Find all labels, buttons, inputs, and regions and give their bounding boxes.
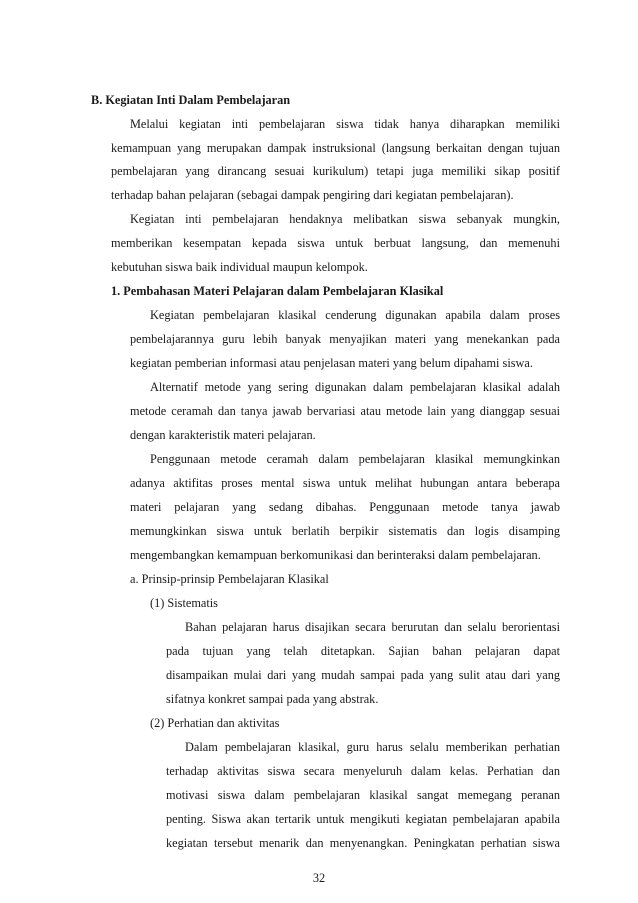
- section-b-para2-line: kebutuhan siswa baik individual maupun kelompok.: [111, 260, 368, 274]
- section-1-heading: 1. Pembahasan Materi Pelajaran dalam Pembelajaran Klasikal: [111, 284, 444, 298]
- section-1-para2-line: Alternatif metode yang sering digunakan dalam pembelajaran klasikal adalah: [150, 380, 560, 394]
- section-1-para3-line: adanya aktifitas proses mental siswa untuk melihat hubungan antara beberapa: [130, 476, 560, 490]
- section-b-para1-line: kemampuan yang merupakan dampak instruksional (langsung berkaitan dengan tujuan: [111, 141, 560, 155]
- section-1-para2-line: metode ceramah dan tanya jawab bervariasi atau metode lain yang dianggap sesuai: [130, 404, 560, 418]
- section-b-para1-line: terhadap bahan pelajaran (sebagai dampak pengiring dari kegiatan pembelajaran).: [111, 188, 514, 202]
- item-2-para-line: Dalam pembelajaran klasikal, guru harus selalu memberikan perhatian: [185, 740, 560, 754]
- section-1-para2-line: dengan karakteristik materi pelajaran.: [130, 428, 316, 442]
- section-b-para1-line: pembelajaran yang dirancang sesuai kurikulum) tetapi juga memiliki sikap positif: [111, 164, 560, 178]
- section-1-para3-line: materi pelajaran yang sedang dibahas. Penggunaan metode tanya jawab: [130, 500, 560, 514]
- item-2-heading: (2) Perhatian dan aktivitas: [150, 716, 280, 730]
- item-2-para-line: terhadap aktivitas siswa secara menyeluruh dalam kelas. Perhatian dan: [166, 764, 560, 778]
- section-1-para3-line: mengembangkan kemampuan berkomunikasi dan berinteraksi dalam pembelajaran.: [130, 548, 541, 562]
- item-1-para-line: pada tujuan yang telah ditetapkan. Sajian bahan pelajaran dapat: [166, 644, 560, 658]
- section-1-para1-line: pembelajarannya guru lebih banyak menyajikan materi yang menekankan pada: [130, 332, 560, 346]
- item-1-heading: (1) Sistematis: [150, 596, 218, 610]
- item-1-para-line: Bahan pelajaran harus disajikan secara berurutan dan selalu berorientasi: [185, 620, 560, 634]
- item-2-para-line: penting. Siswa akan tertarik untuk mengikuti kegiatan pembelajaran apabila: [166, 812, 560, 826]
- section-b-para2-line: memberikan kesempatan kepada siswa untuk berbuat langsung, dan memenuhi: [111, 236, 560, 250]
- sub-a-heading: a. Prinsip-prinsip Pembelajaran Klasikal: [130, 572, 329, 586]
- item-1-para-line: disampaikan mulai dari yang mudah sampai pada yang sulit atau dari yang: [166, 668, 560, 682]
- page-number: 32: [312, 871, 326, 885]
- section-b-heading: B. Kegiatan Inti Dalam Pembelajaran: [91, 93, 291, 107]
- item-1-para-line: sifatnya konkret sampai pada yang abstrak.: [166, 692, 379, 706]
- section-1-para1-line: Kegiatan pembelajaran klasikal cenderung digunakan apabila dalam proses: [150, 308, 560, 322]
- section-1-para1-line: kegiatan pemberian informasi atau penjelasan materi yang belum dipahami siswa.: [130, 356, 533, 370]
- section-1-para3-line: Penggunaan metode ceramah dalam pembelajaran klasikal memungkinkan: [150, 452, 560, 466]
- item-2-para-line: kegiatan tersebut menarik dan menyenangkan. Peningkatan perhatian siswa: [166, 836, 560, 850]
- section-b-para1-line: Melalui kegiatan inti pembelajaran siswa tidak hanya diharapkan memiliki: [130, 117, 560, 131]
- section-b-para2-line: Kegiatan inti pembelajaran hendaknya melibatkan siswa sebanyak mungkin,: [130, 212, 560, 226]
- item-2-para-line: motivasi siswa dalam pembelajaran klasikal sangat memegang peranan: [166, 788, 560, 802]
- section-1-para3-line: memungkinkan siswa untuk berlatih berpikir sistematis dan logis disamping: [130, 524, 560, 538]
